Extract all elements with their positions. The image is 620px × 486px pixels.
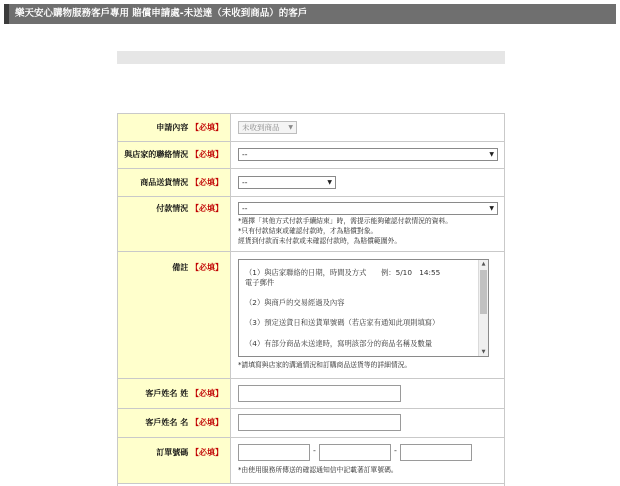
scrollbar-thumb[interactable] — [480, 270, 487, 314]
first-name-input[interactable] — [238, 414, 401, 431]
contact-status-select[interactable]: -- ▼ — [238, 148, 498, 161]
required-tag: 【必填】 — [191, 448, 223, 457]
order-number-note: *由使用服務所傳送的確認通知信中記載著訂單號碼。 — [238, 466, 398, 474]
remarks-line-3: （2）與商戶的交易經過及內容 — [245, 298, 345, 307]
required-tag: 【必填】 — [191, 204, 223, 213]
claim-form — [117, 113, 505, 486]
application-select[interactable]: 未收到商品 ▼ — [238, 121, 297, 134]
required-tag: 【必填】 — [191, 263, 223, 272]
top-divider-bar — [117, 51, 505, 64]
last-name-input[interactable] — [238, 385, 401, 402]
order-number-part-2[interactable] — [319, 444, 391, 461]
payment-note-3: 經貨到付款而未付款或未確認付款時，為賠償範圍外。 — [238, 237, 402, 245]
row-application — [118, 114, 504, 142]
remarks-textarea[interactable] — [238, 259, 489, 357]
remarks-line-2: 電子郵件 — [245, 278, 275, 287]
shipping-status-select[interactable]: -- ▼ — [238, 176, 336, 189]
chevron-down-icon: ▼ — [489, 205, 494, 212]
remarks-line-4: （3）預定送貨日和送貨單號碼（若店家有通知此項則填寫） — [245, 318, 440, 327]
required-tag: 【必填】 — [191, 150, 223, 159]
remarks-note: *請填寫與店家的溝通情況和訂購商品送貨等的詳細情況。 — [238, 361, 412, 369]
order-separator: - — [313, 446, 316, 455]
row-order-number — [118, 438, 504, 484]
required-tag: 【必填】 — [191, 418, 223, 427]
required-tag: 【必填】 — [191, 123, 223, 132]
remarks-line-5: （4）有部分商品未送達時，寫明該部分的商品名稱及數量 — [245, 339, 433, 348]
chevron-down-icon: ▼ — [489, 151, 494, 158]
label-remarks: 備註 【必填】 — [118, 252, 231, 378]
required-tag: 【必填】 — [191, 178, 223, 187]
remarks-line-1: （1）與店家聯絡的日期，時間及方式 例：5/10 14:55 — [245, 268, 441, 277]
label-order-number: 訂單號碼 【必填】 — [118, 438, 231, 483]
row-contact-status — [118, 142, 504, 169]
payment-status-select[interactable]: -- ▼ — [238, 202, 498, 215]
remarks-scrollbar[interactable] — [478, 260, 488, 356]
label-payment-status: 付款情況 【必填】 — [118, 197, 231, 251]
page-title: 樂天安心購物服務客戶專用 賠償申請處-未送達（未收到商品）的客戶 — [4, 4, 616, 24]
payment-note-1: *選擇「其他方式付款手續結束」時，需提示能夠確認付款情況的資料。 — [238, 217, 453, 225]
label-contact-status: 與店家的聯絡情況 【必填】 — [118, 142, 231, 168]
order-separator: - — [394, 446, 397, 455]
scroll-down-icon[interactable]: ▼ — [481, 349, 486, 355]
chevron-down-icon: ▼ — [327, 179, 332, 186]
payment-note-2: *只有付款結束或確認付款時，才為賠償對象。 — [238, 227, 378, 235]
order-number-part-3[interactable] — [400, 444, 472, 461]
label-first-name: 客戶姓名 名 【必填】 — [118, 409, 231, 437]
label-application: 申請內容 【必填】 — [118, 114, 231, 141]
order-number-part-1[interactable] — [238, 444, 310, 461]
row-remarks — [118, 252, 504, 379]
chevron-down-icon: ▼ — [288, 124, 293, 131]
row-first-name — [118, 409, 504, 438]
label-last-name: 客戶姓名 姓 【必填】 — [118, 379, 231, 408]
row-payment-status — [118, 197, 504, 252]
row-shipping-status — [118, 169, 504, 197]
label-shipping-status: 商品送貨情況 【必填】 — [118, 169, 231, 196]
row-last-name — [118, 379, 504, 409]
required-tag: 【必填】 — [191, 389, 223, 398]
scroll-up-icon[interactable]: ▲ — [481, 261, 486, 267]
